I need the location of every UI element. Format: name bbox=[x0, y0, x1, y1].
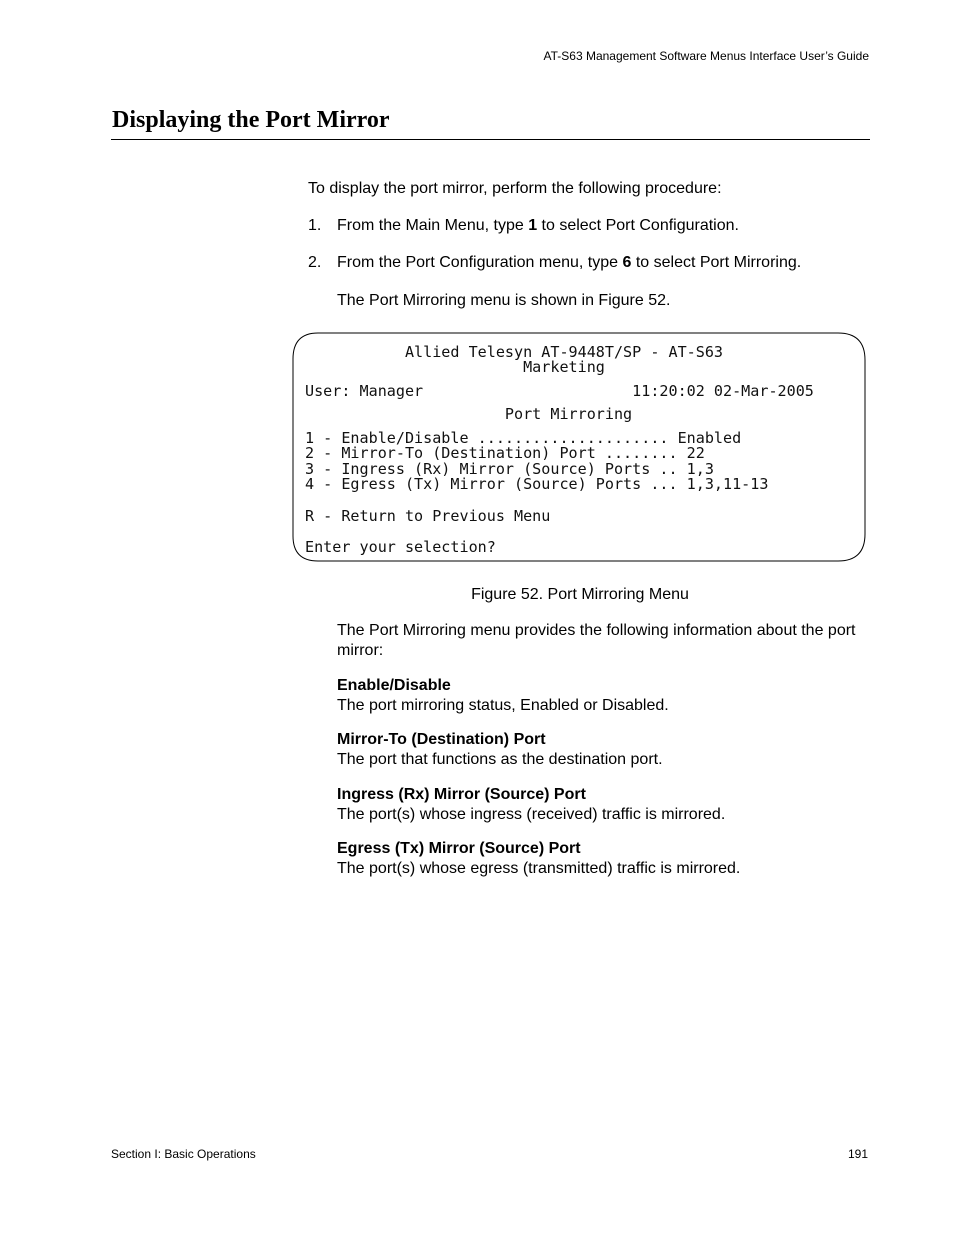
term-label: Mirror-To (Destination) Port bbox=[337, 731, 546, 748]
intro-paragraph: To display the port mirror, perform the following procedure: bbox=[308, 180, 722, 197]
step-number: 1. bbox=[308, 217, 322, 234]
step-2 bbox=[308, 253, 868, 273]
term-entry bbox=[337, 839, 867, 879]
term-entry bbox=[337, 785, 867, 825]
term-entry bbox=[337, 676, 867, 716]
terminal-line-title: Allied Telesyn AT-9448T/SP - AT-S63 bbox=[305, 343, 724, 361]
terminal-line-option-1: 1 - Enable/Disable ..................... Enabled bbox=[305, 429, 742, 447]
terminal-line-return: R - Return to Previous Menu bbox=[305, 507, 551, 525]
term-label: Ingress (Rx) Mirror (Source) Port bbox=[337, 786, 586, 803]
description-paragraph: The Port Mirroring menu provides the following information about the port mirror: bbox=[337, 622, 856, 659]
running-header: AT-S63 Management Software Menus Interface User’s Guide bbox=[543, 49, 869, 63]
step-text-post: to select Port Configuration. bbox=[537, 217, 739, 234]
step-text-post: to select Port Mirroring. bbox=[631, 254, 802, 271]
terminal-line-user: User: Manager 11:20:02 02-Mar-2005 bbox=[305, 382, 814, 400]
step-key: 6 bbox=[622, 254, 632, 271]
step-text-pre: From the Port Configuration menu, type bbox=[337, 254, 623, 271]
step-text-pre: From the Main Menu, type bbox=[337, 217, 529, 234]
term-description: The port(s) whose ingress (received) traffic is mirrored. bbox=[337, 806, 726, 823]
terminal-line-menu-title: Port Mirroring bbox=[305, 405, 633, 423]
step-1 bbox=[308, 216, 868, 236]
terminal-line-option-2: 2 - Mirror-To (Destination) Port ........ 22 bbox=[305, 444, 705, 462]
figure-caption: Figure 52. Port Mirroring Menu bbox=[471, 586, 689, 603]
section-title: Displaying the Port Mirror bbox=[112, 107, 390, 133]
term-label: Enable/Disable bbox=[337, 677, 451, 694]
terminal-line-prompt: Enter your selection? bbox=[305, 538, 496, 556]
terminal-line-system-name: Marketing bbox=[305, 358, 605, 376]
figure-intro: The Port Mirroring menu is shown in Figure 52. bbox=[337, 292, 671, 309]
term-description: The port mirroring status, Enabled or Disabled. bbox=[337, 697, 669, 714]
term-description: The port(s) whose egress (transmitted) traffic is mirrored. bbox=[337, 860, 741, 877]
footer-section: Section I: Basic Operations bbox=[111, 1147, 256, 1161]
step-number: 2. bbox=[308, 254, 322, 271]
term-description: The port that functions as the destination port. bbox=[337, 751, 663, 768]
page-number: 191 bbox=[847, 1147, 868, 1161]
title-rule bbox=[111, 139, 870, 140]
term-entry bbox=[337, 730, 867, 770]
step-key: 1 bbox=[528, 217, 538, 234]
terminal-line-option-4: 4 - Egress (Tx) Mirror (Source) Ports ... 1,3,11-13 bbox=[305, 475, 769, 493]
term-label: Egress (Tx) Mirror (Source) Port bbox=[337, 840, 581, 857]
terminal-screen bbox=[292, 332, 864, 561]
terminal-line-option-3: 3 - Ingress (Rx) Mirror (Source) Ports .. 1,3 bbox=[305, 460, 714, 478]
